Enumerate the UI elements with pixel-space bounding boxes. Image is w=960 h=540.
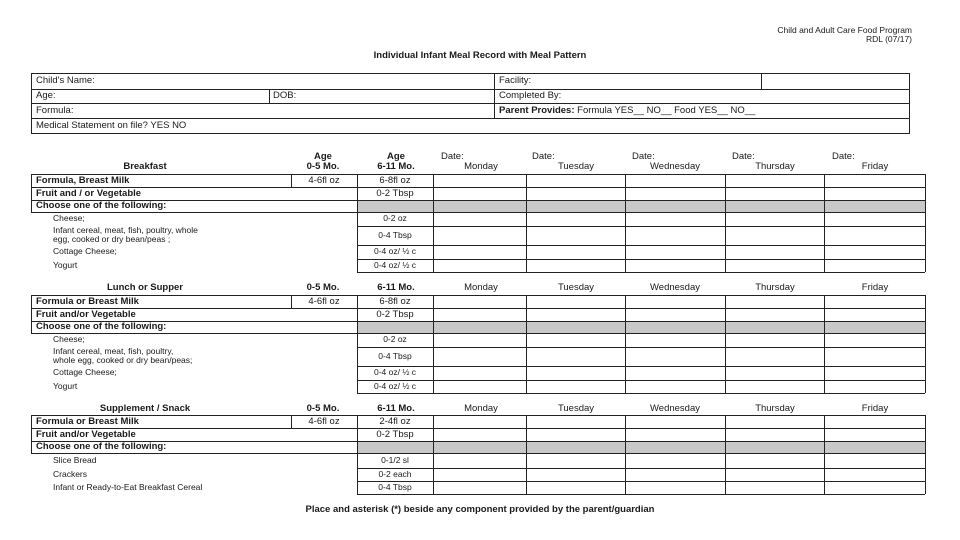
lunch-day-cell[interactable] xyxy=(527,348,625,366)
grid-line xyxy=(31,174,32,212)
breakfast-item-label: Infant cereal, meat, fish, poultry, whole xyxy=(53,225,198,235)
lunch-day-cell[interactable] xyxy=(626,309,725,321)
breakfast-day-cell[interactable] xyxy=(434,175,526,187)
breakfast-title: Breakfast xyxy=(123,161,167,172)
snack-item-amount: 0-4 Tbsp xyxy=(378,482,412,492)
breakfast-formula-label: Formula, Breast Milk xyxy=(36,175,130,186)
lunch-day-cell[interactable] xyxy=(825,296,925,308)
breakfast-header-0-5: 0-5 Mo. xyxy=(306,161,340,172)
snack-day-cell[interactable] xyxy=(626,469,725,481)
breakfast-day-cell[interactable] xyxy=(726,227,824,245)
snack-day-cell[interactable] xyxy=(626,416,725,428)
snack-formula-label: Formula or Breast Milk xyxy=(36,416,139,427)
grid-line xyxy=(357,272,925,273)
breakfast-day-cell[interactable] xyxy=(527,260,625,272)
lunch-item-label: Infant cereal, meat, fish, poultry, xyxy=(53,346,174,356)
parent-provides[interactable] xyxy=(499,105,755,116)
breakfast-item-amount: 0-4 oz/ ½ c xyxy=(373,246,417,256)
breakfast-day-cell[interactable] xyxy=(726,213,824,226)
snack-fruit-6-11: 0-2 Tbsp xyxy=(376,429,414,440)
page-title: Individual Infant Meal Record with Meal Pattern xyxy=(373,50,587,61)
grid-line xyxy=(291,415,292,428)
lunch-item-amount: 0-4 Tbsp xyxy=(378,351,412,361)
age-field[interactable]: Age: xyxy=(36,90,56,101)
lunch-item-label: Yogurt xyxy=(53,381,78,391)
snack-day-cell[interactable] xyxy=(527,416,625,428)
dob-field[interactable]: DOB: xyxy=(273,90,297,101)
lunch-day-cell[interactable] xyxy=(825,348,925,366)
snack-day-cell[interactable] xyxy=(527,482,625,494)
snack-header-wednesday: Wednesday xyxy=(650,403,700,414)
snack-day-cell[interactable] xyxy=(434,429,526,441)
breakfast-item-amount: 0-4 oz/ ½ c xyxy=(373,260,417,270)
snack-header-monday: Monday xyxy=(464,403,498,414)
snack-day-cell[interactable] xyxy=(726,416,824,428)
breakfast-day-cell[interactable] xyxy=(434,227,526,245)
snack-day-cell[interactable] xyxy=(726,429,824,441)
lunch-formula-6-11: 6-8fl oz xyxy=(379,296,411,307)
breakfast-choose-label: Choose one of the following: xyxy=(36,200,167,211)
breakfast-day-cell[interactable] xyxy=(527,188,625,200)
snack-day-cell[interactable] xyxy=(825,455,925,468)
lunch-shade-band xyxy=(357,321,925,333)
lunch-day-cell[interactable] xyxy=(434,367,526,380)
grid-line xyxy=(357,295,358,393)
snack-day-cell[interactable] xyxy=(527,455,625,468)
snack-day-cell[interactable] xyxy=(825,469,925,481)
parent-provides-options[interactable]: Formula YES__ NO__ Food YES__ NO__ xyxy=(577,105,756,116)
lunch-formula-0-5: 4-6fl oz xyxy=(308,296,340,307)
breakfast-item-label: Cottage Cheese; xyxy=(53,246,117,256)
lunch-day-cell[interactable] xyxy=(434,348,526,366)
breakfast-day-cell[interactable] xyxy=(726,188,824,200)
snack-day-cell[interactable] xyxy=(434,469,526,481)
grid-line xyxy=(291,295,292,308)
lunch-day-cell[interactable] xyxy=(626,381,725,393)
grid-line xyxy=(31,295,32,333)
lunch-title: Lunch or Supper xyxy=(107,282,183,293)
parent-provides-label: Parent Provides: xyxy=(499,105,575,116)
lunch-day-cell[interactable] xyxy=(825,309,925,321)
lunch-fruit-label: Fruit and/or Vegetable xyxy=(36,309,136,320)
date-wednesday[interactable]: Date: xyxy=(632,151,655,162)
lunch-header-wednesday: Wednesday xyxy=(650,282,700,293)
breakfast-header-6-11: 6-11 Mo. xyxy=(377,161,415,172)
grid-line xyxy=(357,393,925,394)
breakfast-day-cell[interactable] xyxy=(825,175,925,187)
snack-item-label: Crackers xyxy=(53,469,88,479)
breakfast-day-cell[interactable] xyxy=(626,260,725,272)
grid-line xyxy=(31,415,32,453)
lunch-day-cell[interactable] xyxy=(434,334,526,347)
snack-day-cell[interactable] xyxy=(825,482,925,494)
completed-by-field[interactable]: Completed By: xyxy=(499,90,562,101)
lunch-item-label-cont: whole egg, cooked or dry bean/peas; xyxy=(53,355,193,365)
breakfast-day-cell[interactable] xyxy=(825,213,925,226)
snack-formula-6-11: 2-4fl oz xyxy=(379,416,411,427)
breakfast-item-amount: 0-2 oz xyxy=(383,213,407,223)
snack-day-cell[interactable] xyxy=(434,416,526,428)
lunch-day-cell[interactable] xyxy=(726,309,824,321)
breakfast-header-thursday: Thursday xyxy=(755,161,795,172)
lunch-header-thursday: Thursday xyxy=(755,282,795,293)
snack-formula-0-5: 4-6fl oz xyxy=(308,416,340,427)
breakfast-day-cell[interactable] xyxy=(626,213,725,226)
breakfast-formula-0-5: 4-6fl oz xyxy=(308,175,340,186)
lunch-day-cell[interactable] xyxy=(726,367,824,380)
lunch-item-label: Cheese; xyxy=(53,334,85,344)
breakfast-day-cell[interactable] xyxy=(527,227,625,245)
medical-statement-field[interactable]: Medical Statement on file? YES NO xyxy=(36,120,187,131)
snack-choose-label: Choose one of the following: xyxy=(36,441,167,452)
lunch-day-cell[interactable] xyxy=(825,334,925,347)
breakfast-day-cell[interactable] xyxy=(434,260,526,272)
lunch-header-friday: Friday xyxy=(861,282,889,293)
lunch-item-amount: 0-4 oz/ ½ c xyxy=(373,381,417,391)
breakfast-day-cell[interactable] xyxy=(825,188,925,200)
grid-line xyxy=(357,174,358,272)
snack-day-cell[interactable] xyxy=(527,429,625,441)
age-header-6-11: Age xyxy=(387,151,405,162)
breakfast-day-cell[interactable] xyxy=(825,246,925,259)
grid-line xyxy=(925,174,926,272)
breakfast-day-cell[interactable] xyxy=(527,246,625,259)
snack-header-tuesday: Tuesday xyxy=(557,403,595,414)
lunch-day-cell[interactable] xyxy=(626,296,725,308)
age-header-0-5: Age xyxy=(314,151,332,162)
breakfast-day-cell[interactable] xyxy=(434,246,526,259)
breakfast-day-cell[interactable] xyxy=(726,175,824,187)
breakfast-item-label: Cheese; xyxy=(53,213,85,223)
breakfast-item-amount: 0-4 Tbsp xyxy=(378,230,412,240)
lunch-day-cell[interactable] xyxy=(726,381,824,393)
grid-line xyxy=(357,494,925,495)
breakfast-fruit-6-11: 0-2 Tbsp xyxy=(376,188,414,199)
snack-day-cell[interactable] xyxy=(434,455,526,468)
snack-day-cell[interactable] xyxy=(527,469,625,481)
breakfast-header-friday: Friday xyxy=(861,161,889,172)
grid-line xyxy=(357,415,358,494)
breakfast-day-cell[interactable] xyxy=(825,260,925,272)
childs-name-field[interactable]: Child's Name: xyxy=(36,75,95,86)
snack-day-cell[interactable] xyxy=(434,482,526,494)
snack-item-label: Slice Bread xyxy=(53,455,97,465)
lunch-day-cell[interactable] xyxy=(527,381,625,393)
grid-line xyxy=(31,453,925,454)
breakfast-day-cell[interactable] xyxy=(726,260,824,272)
snack-day-cell[interactable] xyxy=(626,429,725,441)
breakfast-day-cell[interactable] xyxy=(626,175,725,187)
lunch-day-cell[interactable] xyxy=(726,334,824,347)
breakfast-day-cell[interactable] xyxy=(626,246,725,259)
breakfast-shade-band xyxy=(357,200,925,212)
program-name: Child and Adult Care Food Program xyxy=(777,25,912,35)
date-friday[interactable]: Date: xyxy=(832,151,855,162)
lunch-header-monday: Monday xyxy=(464,282,498,293)
snack-day-cell[interactable] xyxy=(626,455,725,468)
snack-header-thursday: Thursday xyxy=(755,403,795,414)
lunch-day-cell[interactable] xyxy=(726,296,824,308)
snack-header-6-11: 6-11 Mo. xyxy=(377,403,415,414)
grid-line xyxy=(925,415,926,494)
breakfast-day-cell[interactable] xyxy=(726,246,824,259)
footer-note: Place and asterisk (*) beside any component provided by the parent/guardian xyxy=(305,504,655,515)
lunch-item-label: Cottage Cheese; xyxy=(53,367,117,377)
snack-day-cell[interactable] xyxy=(726,482,824,494)
lunch-day-cell[interactable] xyxy=(434,296,526,308)
lunch-day-cell[interactable] xyxy=(527,367,625,380)
snack-shade-band xyxy=(357,441,925,453)
snack-day-cell[interactable] xyxy=(825,416,925,428)
lunch-day-cell[interactable] xyxy=(527,334,625,347)
breakfast-day-cell[interactable] xyxy=(626,227,725,245)
lunch-day-cell[interactable] xyxy=(626,348,725,366)
snack-item-amount: 0-1/2 sl xyxy=(381,455,409,465)
snack-day-cell[interactable] xyxy=(825,429,925,441)
breakfast-day-cell[interactable] xyxy=(626,188,725,200)
snack-day-cell[interactable] xyxy=(726,469,824,481)
lunch-day-cell[interactable] xyxy=(825,367,925,380)
date-monday[interactable]: Date: xyxy=(441,151,464,162)
lunch-day-cell[interactable] xyxy=(626,367,725,380)
lunch-day-cell[interactable] xyxy=(726,348,824,366)
breakfast-header-tuesday: Tuesday xyxy=(557,161,595,172)
breakfast-header-wednesday: Wednesday xyxy=(650,161,700,172)
breakfast-day-cell[interactable] xyxy=(527,175,625,187)
breakfast-day-cell[interactable] xyxy=(434,213,526,226)
grid-line xyxy=(291,174,292,187)
breakfast-day-cell[interactable] xyxy=(434,188,526,200)
breakfast-fruit-label: Fruit and / or Vegetable xyxy=(36,188,142,199)
snack-item-amount: 0-2 each xyxy=(378,469,412,479)
lunch-day-cell[interactable] xyxy=(527,296,625,308)
snack-fruit-label: Fruit and/or Vegetable xyxy=(36,429,136,440)
lunch-day-cell[interactable] xyxy=(825,381,925,393)
breakfast-item-label-cont: egg, cooked or dry bean/peas ; xyxy=(53,234,171,244)
lunch-header-0-5: 0-5 Mo. xyxy=(306,282,340,293)
breakfast-day-cell[interactable] xyxy=(527,213,625,226)
formula-field[interactable]: Formula: xyxy=(36,105,74,116)
snack-day-cell[interactable] xyxy=(626,482,725,494)
breakfast-day-cell[interactable] xyxy=(825,227,925,245)
lunch-formula-label: Formula or Breast Milk xyxy=(36,296,139,307)
lunch-item-amount: 0-4 oz/ ½ c xyxy=(373,367,417,377)
lunch-fruit-6-11: 0-2 Tbsp xyxy=(376,309,414,320)
lunch-day-cell[interactable] xyxy=(434,309,526,321)
lunch-day-cell[interactable] xyxy=(434,381,526,393)
snack-header-0-5: 0-5 Mo. xyxy=(306,403,340,414)
snack-day-cell[interactable] xyxy=(726,455,824,468)
lunch-header-6-11: 6-11 Mo. xyxy=(377,282,415,293)
lunch-choose-label: Choose one of the following: xyxy=(36,321,167,332)
breakfast-formula-6-11: 6-8fl oz xyxy=(379,175,411,186)
snack-item-label: Infant or Ready-to-Eat Breakfast Cereal xyxy=(53,482,203,492)
date-tuesday[interactable]: Date: xyxy=(532,151,555,162)
date-thursday[interactable]: Date: xyxy=(732,151,755,162)
snack-title: Supplement / Snack xyxy=(99,403,191,414)
lunch-item-amount: 0-2 oz xyxy=(383,334,407,344)
lunch-day-cell[interactable] xyxy=(527,309,625,321)
grid-line xyxy=(925,295,926,393)
breakfast-header-monday: Monday xyxy=(464,161,498,172)
form-code: RDL (07/17) xyxy=(866,34,912,44)
lunch-day-cell[interactable] xyxy=(626,334,725,347)
facility-field[interactable]: Facility: xyxy=(499,75,532,86)
snack-header-friday: Friday xyxy=(861,403,889,414)
lunch-header-tuesday: Tuesday xyxy=(557,282,595,293)
breakfast-item-label: Yogurt xyxy=(53,260,78,270)
